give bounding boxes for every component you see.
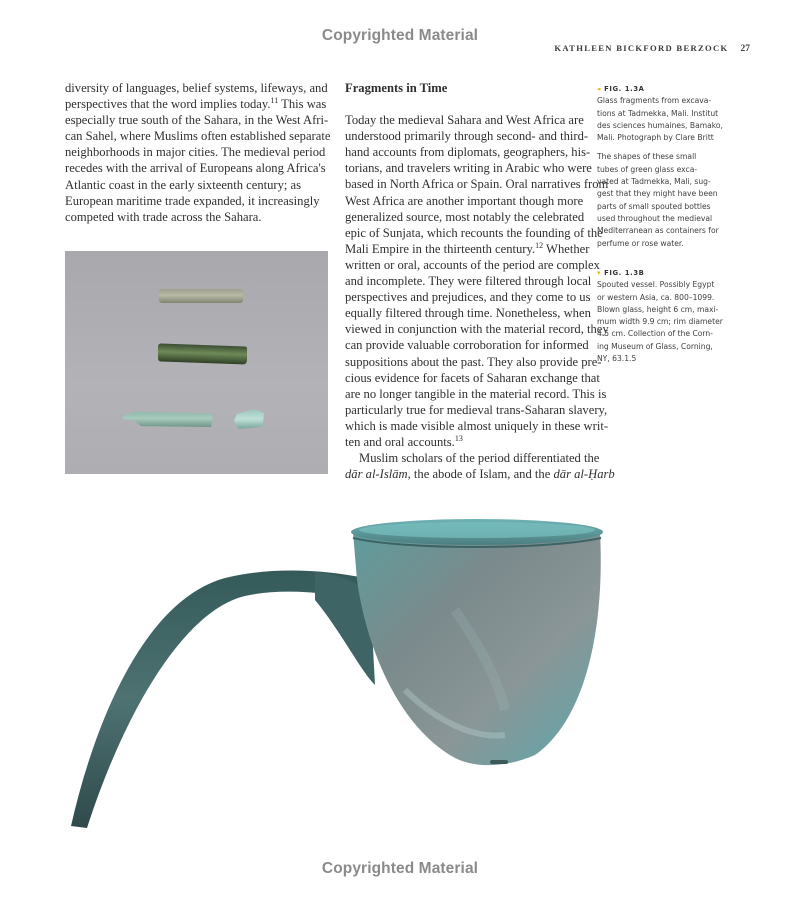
caption-credit: Glass fragments from excava- tions at Tadmekka, Mali. Institut des sciences humaines, Bamako, Mali. Photograph by Clare Britt	[597, 96, 723, 143]
glass-fragment	[234, 409, 264, 429]
text-line: which is made visible almost uniquely in these writ-	[345, 418, 609, 433]
text-line: West Africa are another important though more	[345, 193, 584, 208]
text-line: and incomplete. They were filtered through local	[345, 274, 592, 289]
text-line: can Sahel, where Muslims often established separate	[65, 129, 331, 144]
text-line: generalized source, most notably the celebrated	[345, 209, 585, 224]
copyright-watermark-top: Copyrighted Material	[321, 27, 479, 44]
text-line: equally filtered through time. Nonetheless, when	[345, 306, 591, 321]
caption-description: The shapes of these small tubes of green glass exca- vated at Tadmekka, Mali, sug- gest that they might have been parts of small spouted bottles used throughout the medieval Mediterranean as containers for perfume or rose water.	[597, 152, 719, 248]
text-line: diversity of languages, belief systems, lifeways, and	[65, 81, 328, 95]
figure-label: FIG. 1.3A	[604, 85, 645, 93]
footnote-ref[interactable]: 12	[535, 240, 544, 250]
glass-fragment	[159, 289, 243, 303]
caption-description: Spouted vessel. Possibly Egypt or western Asia, ca. 800–1099. Blown glass, height 6 cm, maxi- mum width 9.9 cm; rim diameter 4.5 cm. Collection of the Corn- ing Museum of Glass, Corning, NY, 63.1.5	[597, 280, 723, 364]
arrow-down-icon: ▾	[597, 269, 602, 277]
text-line: suppositions about the past. They also provide pre-	[345, 354, 602, 369]
footnote-ref[interactable]: 13	[454, 433, 463, 443]
text-line: written or oral, accounts of the period are complex	[345, 257, 600, 272]
footnote-ref[interactable]: 11	[270, 96, 279, 106]
glass-fragments-photo	[65, 251, 328, 474]
text-line: perspectives and prejudices, and they come to us	[345, 290, 591, 305]
page-number: 27	[740, 44, 750, 54]
figure-label: FIG. 1.3B	[604, 269, 645, 277]
running-head	[554, 43, 750, 54]
section-heading: Fragments in Time	[345, 81, 448, 95]
text-line: understood primarily through second- and third-	[345, 129, 589, 144]
arrow-left-icon: ◂	[597, 85, 602, 93]
text-line: Atlantic coast in the early sixteenth century; as	[65, 177, 302, 192]
text-line: European maritime trade expanded, it increasingly	[65, 193, 320, 208]
text-line: especially true south of the Sahara, in the West Afri-	[65, 113, 329, 128]
text-line: hand accounts from diplomats, geographers, his-	[345, 145, 591, 160]
text-line: competed with trade across the Sahara.	[65, 209, 262, 224]
text-line: viewed in conjunction with the material record, they	[345, 322, 609, 337]
text-line: torians, and travelers writing in Arabic who were	[345, 161, 592, 176]
text-line: can provide valuable corroboration for informed	[345, 338, 589, 353]
text-line: neighborhoods in major cities. The medieval period	[65, 145, 326, 160]
spouted-vessel-photo	[65, 510, 625, 840]
figure-caption-1-3a	[597, 83, 757, 257]
text-line: perspectives that the word implies today.$^{11}$ This was	[65, 96, 327, 112]
text-line: based in North Africa or Spain. Oral narratives from	[345, 177, 609, 192]
author-name: KATHLEEN BICKFORD BERZOCK	[554, 43, 729, 53]
glass-fragment	[123, 410, 213, 427]
text-line: Mali Empire in the thirteenth century.$^{12}$ Whether	[345, 240, 590, 256]
middle-text-column	[345, 80, 615, 482]
text-line: particularly true for medieval trans-Saharan slavery,	[345, 402, 608, 417]
text-line: dār al-Islām, the abode of Islam, and the dār al-Ḥarb	[345, 467, 615, 482]
left-text-column	[65, 80, 331, 225]
glass-fragment	[158, 343, 247, 364]
copyright-watermark-bottom: Copyrighted Material	[321, 860, 479, 877]
text-line: epic of Sunjata, which recounts the founding of the	[345, 225, 603, 240]
figure-caption-1-3b	[597, 267, 757, 372]
text-line: ten and oral accounts.$^{13}$	[345, 433, 463, 449]
text-line: Today the medieval Sahara and West Africa are	[345, 113, 584, 128]
text-line: are no longer tangible in the material record. This is	[345, 386, 607, 401]
text-line: recedes with the arrival of Europeans along Africa's	[65, 161, 326, 176]
text-line: Muslim scholars of the period differentiated the	[359, 451, 600, 466]
text-line: cious evidence for facets of Saharan exchange that	[345, 370, 600, 385]
